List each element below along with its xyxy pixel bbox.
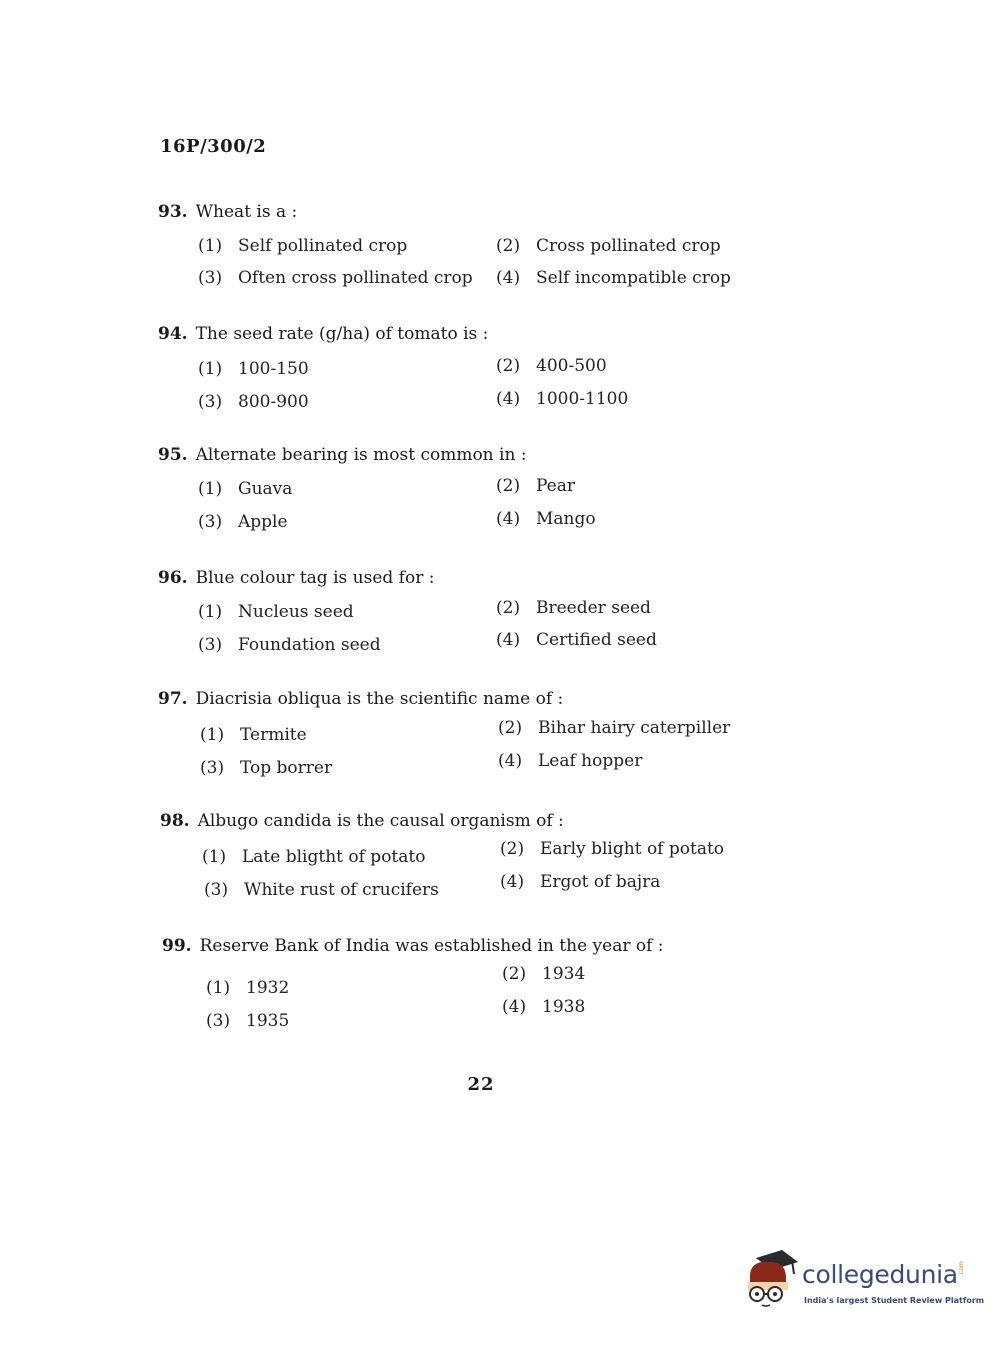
question-text: Alternate bearing is most common in : bbox=[195, 445, 527, 465]
question-number: 95. bbox=[158, 445, 188, 465]
option-2: (2) Early blight of potato bbox=[500, 839, 725, 859]
option-2: (2) Pear bbox=[496, 476, 575, 496]
option-4: (4) Self incompatible crop bbox=[496, 268, 731, 288]
option-1: (1) Nucleus seed bbox=[198, 602, 354, 622]
option-4: (4) Mango bbox=[496, 509, 596, 529]
question-number: 94. bbox=[158, 324, 188, 344]
option-2: (2) 1934 bbox=[502, 964, 586, 984]
option-4: (4) 1938 bbox=[502, 997, 586, 1017]
question-number: 93. bbox=[158, 202, 188, 222]
option-4: (4) 1000-1100 bbox=[496, 389, 629, 409]
option-2: (2) Bihar hairy caterpiller bbox=[498, 718, 731, 738]
option-3: (3) White rust of crucifers bbox=[204, 880, 439, 900]
question-number: 99. bbox=[162, 936, 192, 956]
option-4: (4) Certified seed bbox=[496, 630, 657, 650]
option-4: (4) Ergot of bajra bbox=[500, 872, 661, 892]
collegedunia-logo bbox=[742, 1246, 985, 1316]
question-number: 96. bbox=[158, 568, 188, 588]
document-code: 16P/300/2 bbox=[160, 136, 267, 157]
logo-com: .com bbox=[958, 1261, 965, 1276]
question-text: The seed rate (g/ha) of tomato is : bbox=[195, 324, 489, 344]
question-number: 97. bbox=[158, 689, 188, 709]
option-3: (3) Foundation seed bbox=[198, 635, 381, 655]
option-1: (1) 100-150 bbox=[198, 359, 309, 379]
question-text: Wheat is a : bbox=[195, 202, 298, 222]
option-1: (1) Guava bbox=[198, 479, 293, 499]
question-text: Reserve Bank of India was established in the year of : bbox=[199, 936, 664, 956]
option-3: (3) 800-900 bbox=[198, 392, 309, 412]
option-1: (1) Termite bbox=[200, 725, 307, 745]
student-mascot-icon bbox=[742, 1248, 800, 1308]
question-number: 98. bbox=[160, 811, 190, 831]
option-1: (1) Late bligtht of potato bbox=[202, 847, 426, 867]
question-text: Albugo candida is the causal organism of : bbox=[197, 811, 564, 831]
option-4: (4) Leaf hopper bbox=[498, 751, 643, 771]
question-text: Diacrisia obliqua is the scientific name of : bbox=[195, 689, 564, 709]
option-2: (2) Cross pollinated crop bbox=[496, 236, 721, 256]
logo-name: collegedunia bbox=[802, 1260, 958, 1289]
option-1: (1) Self pollinated crop bbox=[198, 236, 408, 256]
question-text: Blue colour tag is used for : bbox=[195, 568, 435, 588]
option-2: (2) 400-500 bbox=[496, 356, 607, 376]
page-number: 22 bbox=[467, 1074, 495, 1095]
option-3: (3) Top borrer bbox=[200, 758, 333, 778]
option-2: (2) Breeder seed bbox=[496, 598, 651, 618]
option-3: (3) Often cross pollinated crop bbox=[198, 268, 473, 288]
option-3: (3) 1935 bbox=[206, 1011, 290, 1031]
option-3: (3) Apple bbox=[198, 512, 288, 532]
option-1: (1) 1932 bbox=[206, 978, 290, 998]
logo-tagline: India's largest Student Review Platform bbox=[804, 1296, 985, 1305]
